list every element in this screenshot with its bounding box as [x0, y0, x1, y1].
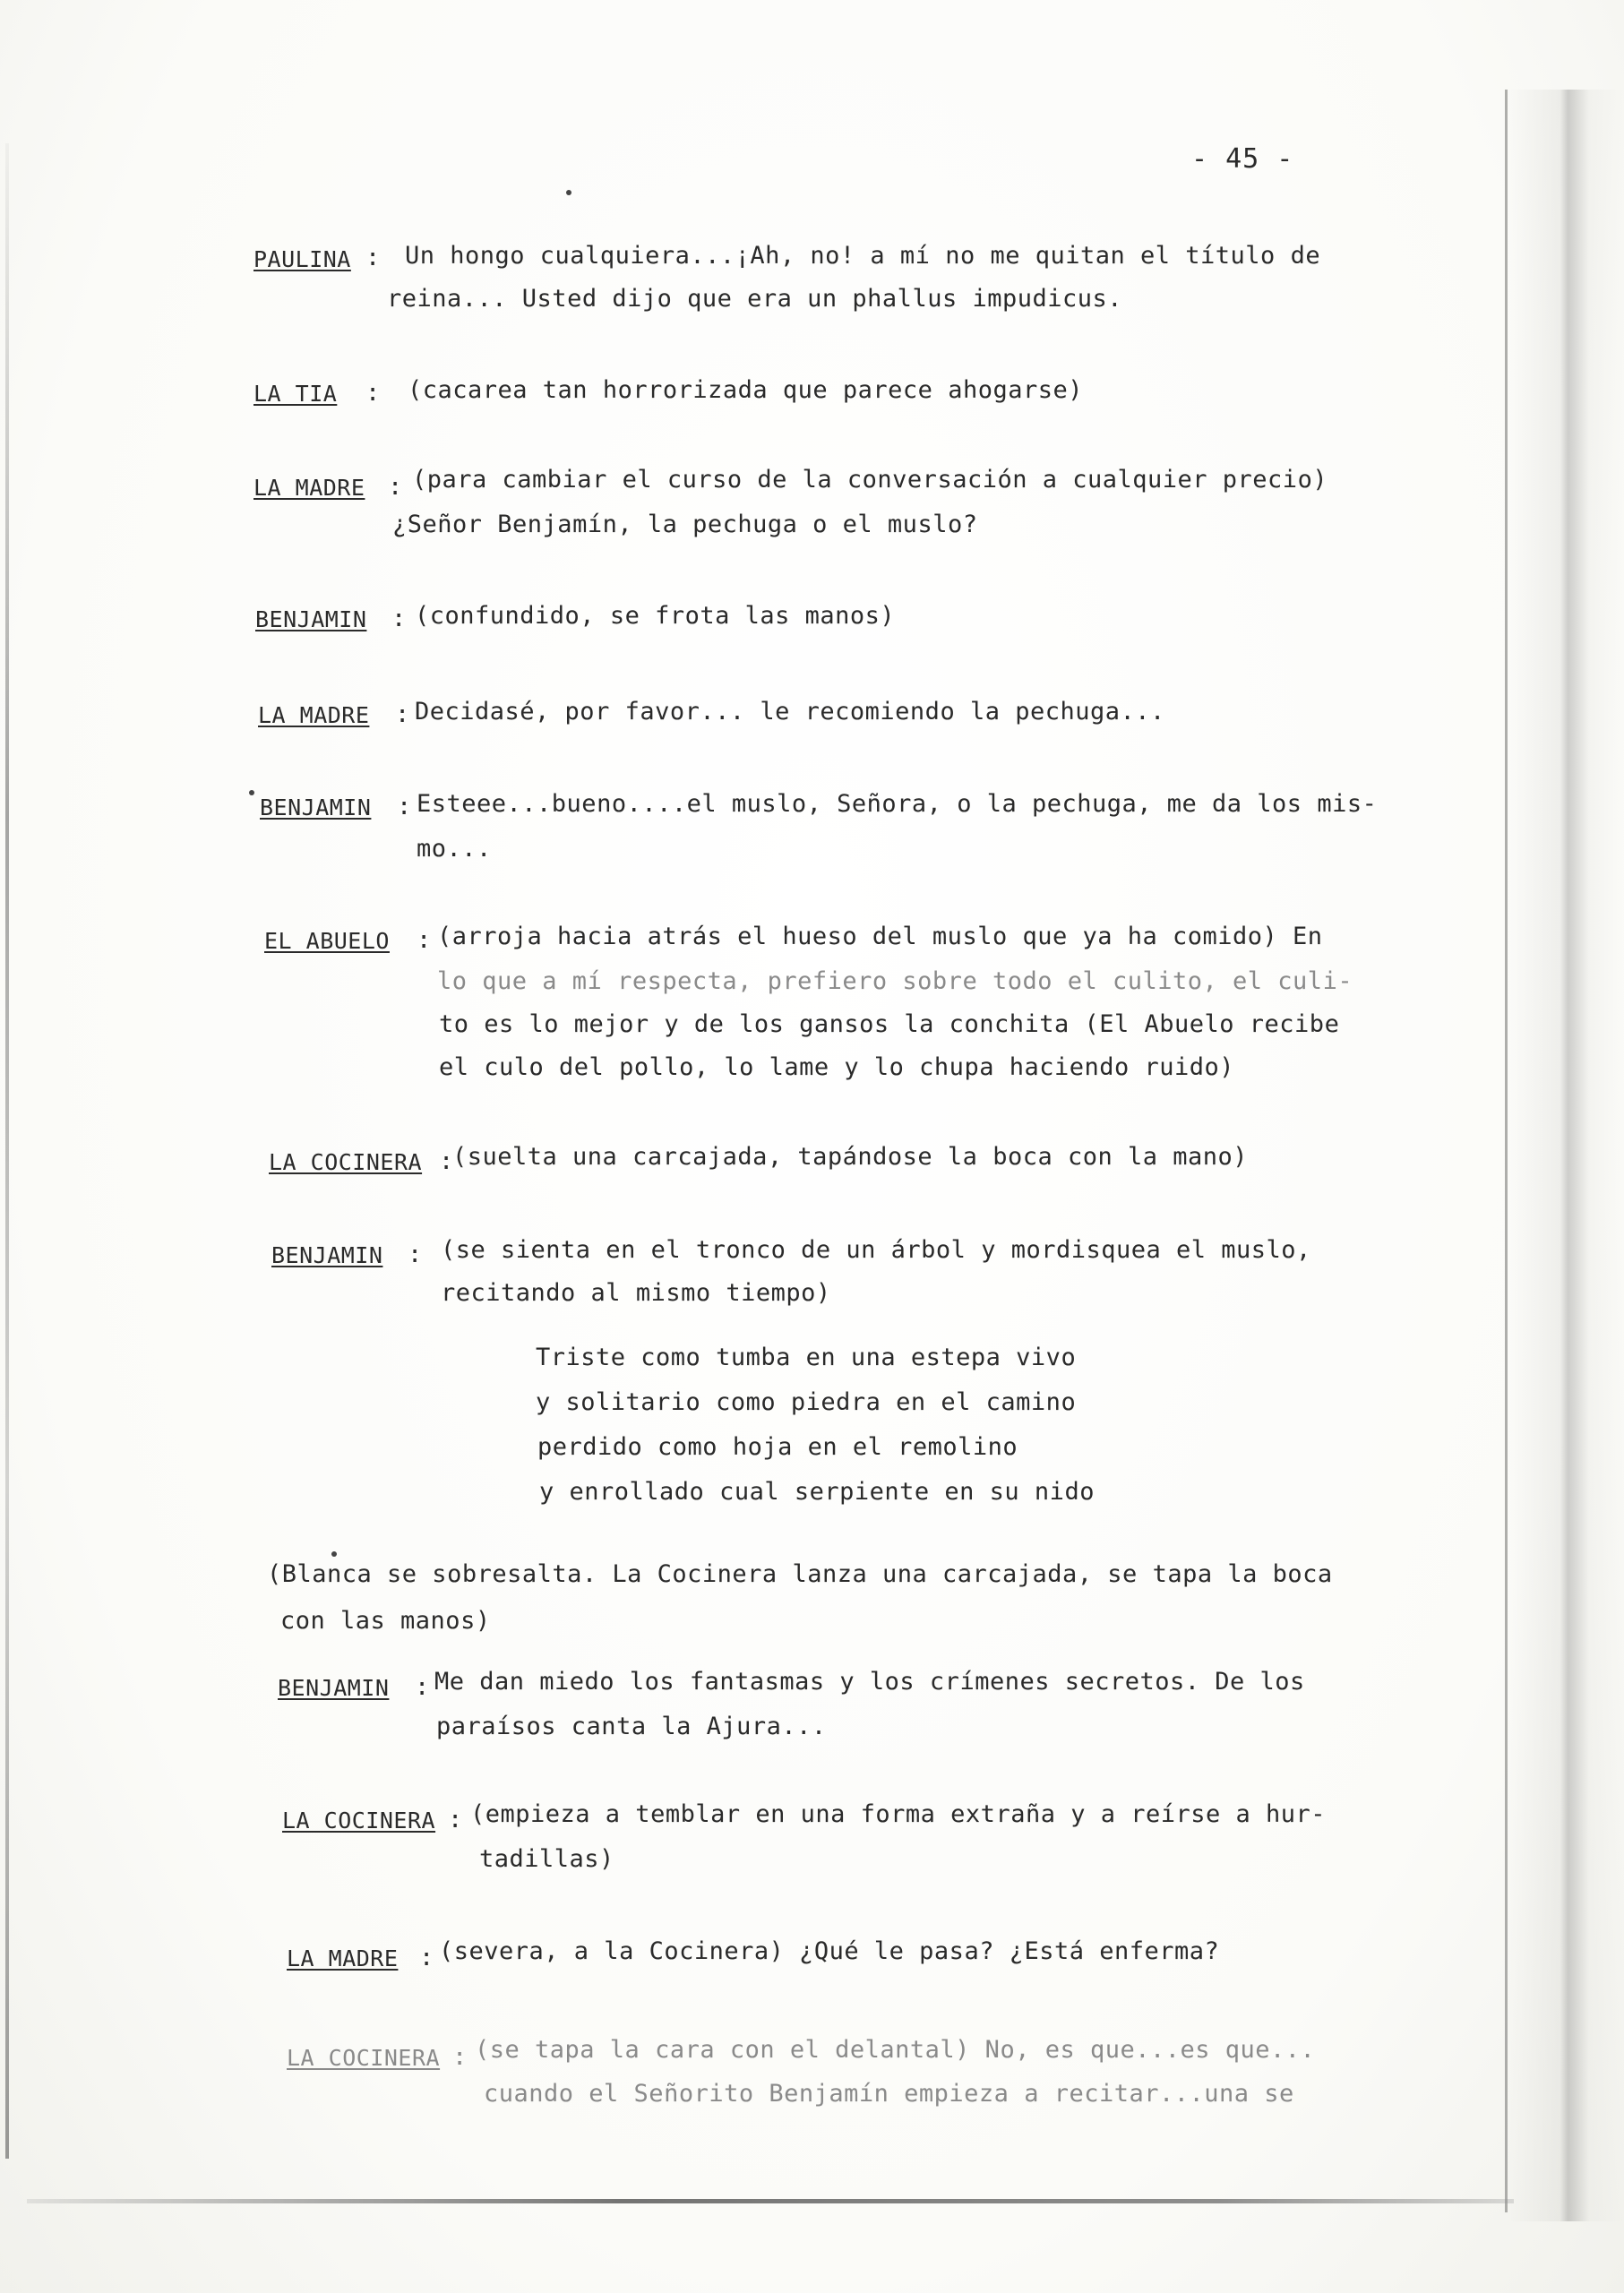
dialogue-line: Un hongo cualquiera...¡Ah, no! a mí no me quitan el título de	[405, 242, 1321, 270]
speaker-name: LA MADRE	[253, 475, 365, 501]
dialogue-line: (empieza a temblar en una forma extraña y a reírse a hur-	[470, 1800, 1327, 1828]
speaker-name: PAULINA	[253, 246, 351, 272]
speaker-separator: :	[388, 473, 403, 501]
dialogue-line: (se sienta en el tronco de un árbol y mordisquea el muslo,	[441, 1236, 1311, 1264]
speaker-name: LA TIA	[253, 381, 338, 407]
speaker-separator: :	[408, 1241, 423, 1268]
scan-edge-line	[1505, 90, 1508, 2212]
speaker-name: EL ABUELO	[264, 928, 390, 954]
scan-shadow-right	[1508, 90, 1624, 2221]
speaker-name: LA COCINERA	[287, 2045, 441, 2071]
speaker-separator: :	[439, 1147, 454, 1175]
stage-direction-line: (Blanca se sobresalta. La Cocinera lanza una carcajada, se tapa la boca	[267, 1560, 1333, 1588]
speaker-separator: :	[452, 2043, 468, 2071]
ink-speck	[249, 790, 254, 795]
dialogue-line: (para cambiar el curso de la conversación a cualquier precio)	[412, 466, 1328, 494]
dialogue-line: (cacarea tan horrorizada que parece ahogarse)	[408, 376, 1083, 404]
speaker-separator: :	[419, 1944, 434, 1971]
scan-edge-left	[5, 143, 9, 2159]
speaker-separator: :	[397, 793, 412, 820]
speaker-name: BENJAMIN	[260, 794, 372, 820]
dialogue-line: lo que a mí respecta, prefiero sobre todo el culito, el culi-	[437, 967, 1353, 995]
dialogue-line: (suelta una carcajada, tapándose la boca con la mano)	[452, 1143, 1249, 1171]
dialogue-line: Decidasé, por favor... le recomiendo la pechuga...	[415, 698, 1165, 726]
dialogue-line: el culo del pollo, lo lame y lo chupa haciendo ruido)	[439, 1053, 1235, 1081]
dialogue-line: (severa, a la Cocinera) ¿Qué le pasa? ¿Está enferma?	[439, 1937, 1220, 1965]
speaker-separator: :	[391, 605, 407, 632]
speaker-separator: :	[417, 926, 432, 954]
dialogue-line: cuando el Señorito Benjamín empieza a recitar...una se	[484, 2080, 1294, 2108]
page-number: - 45 -	[1191, 143, 1294, 175]
speaker-name: LA COCINERA	[282, 1808, 436, 1834]
speaker-separator: :	[395, 700, 410, 728]
verse-line: perdido como hoja en el remolino	[537, 1433, 1018, 1461]
speaker-separator: :	[448, 1806, 463, 1834]
dialogue-line: tadillas)	[479, 1845, 614, 1873]
dialogue-line: paraísos canta la Ajura...	[436, 1713, 827, 1740]
stage-direction-line: con las manos)	[280, 1607, 491, 1635]
speaker-name: LA MADRE	[258, 702, 370, 728]
ink-speck	[566, 190, 571, 195]
speaker-name: LA MADRE	[287, 1945, 399, 1971]
scan-edge-bottom	[27, 2199, 1514, 2203]
dialogue-line: mo...	[417, 835, 492, 863]
dialogue-line: Me dan miedo los fantasmas y los crímenes secretos. De los	[434, 1668, 1305, 1696]
speaker-name: BENJAMIN	[278, 1675, 390, 1701]
dialogue-line: (se tapa la cara con el delantal) No, es que...es que...	[475, 2036, 1316, 2064]
dialogue-line: to es lo mejor y de los gansos la conchita (El Abuelo recibe	[439, 1010, 1340, 1038]
speaker-name: BENJAMIN	[271, 1242, 383, 1268]
verse-line: y enrollado cual serpiente en su nido	[539, 1478, 1095, 1506]
ink-speck	[331, 1551, 337, 1557]
dialogue-line: ¿Señor Benjamín, la pechuga o el muslo?	[392, 511, 978, 538]
speaker-name: BENJAMIN	[255, 606, 367, 632]
speaker-separator: :	[415, 1673, 430, 1701]
dialogue-line: (arroja hacia atrás el hueso del muslo que ya ha comido) En	[437, 923, 1323, 950]
speaker-separator: :	[365, 379, 381, 407]
dialogue-line: (confundido, se frota las manos)	[415, 602, 896, 630]
speaker-name: LA COCINERA	[269, 1149, 423, 1175]
verse-line: y solitario como piedra en el camino	[536, 1388, 1077, 1416]
dialogue-line: recitando al mismo tiempo)	[441, 1279, 831, 1307]
speaker-separator: :	[365, 244, 381, 271]
dialogue-line: reina... Usted dijo que era un phallus impudicus.	[387, 285, 1123, 313]
verse-line: Triste como tumba en una estepa vivo	[536, 1344, 1077, 1371]
dialogue-line: Esteee...bueno....el muslo, Señora, o la pechuga, me da los mis-	[417, 790, 1378, 818]
